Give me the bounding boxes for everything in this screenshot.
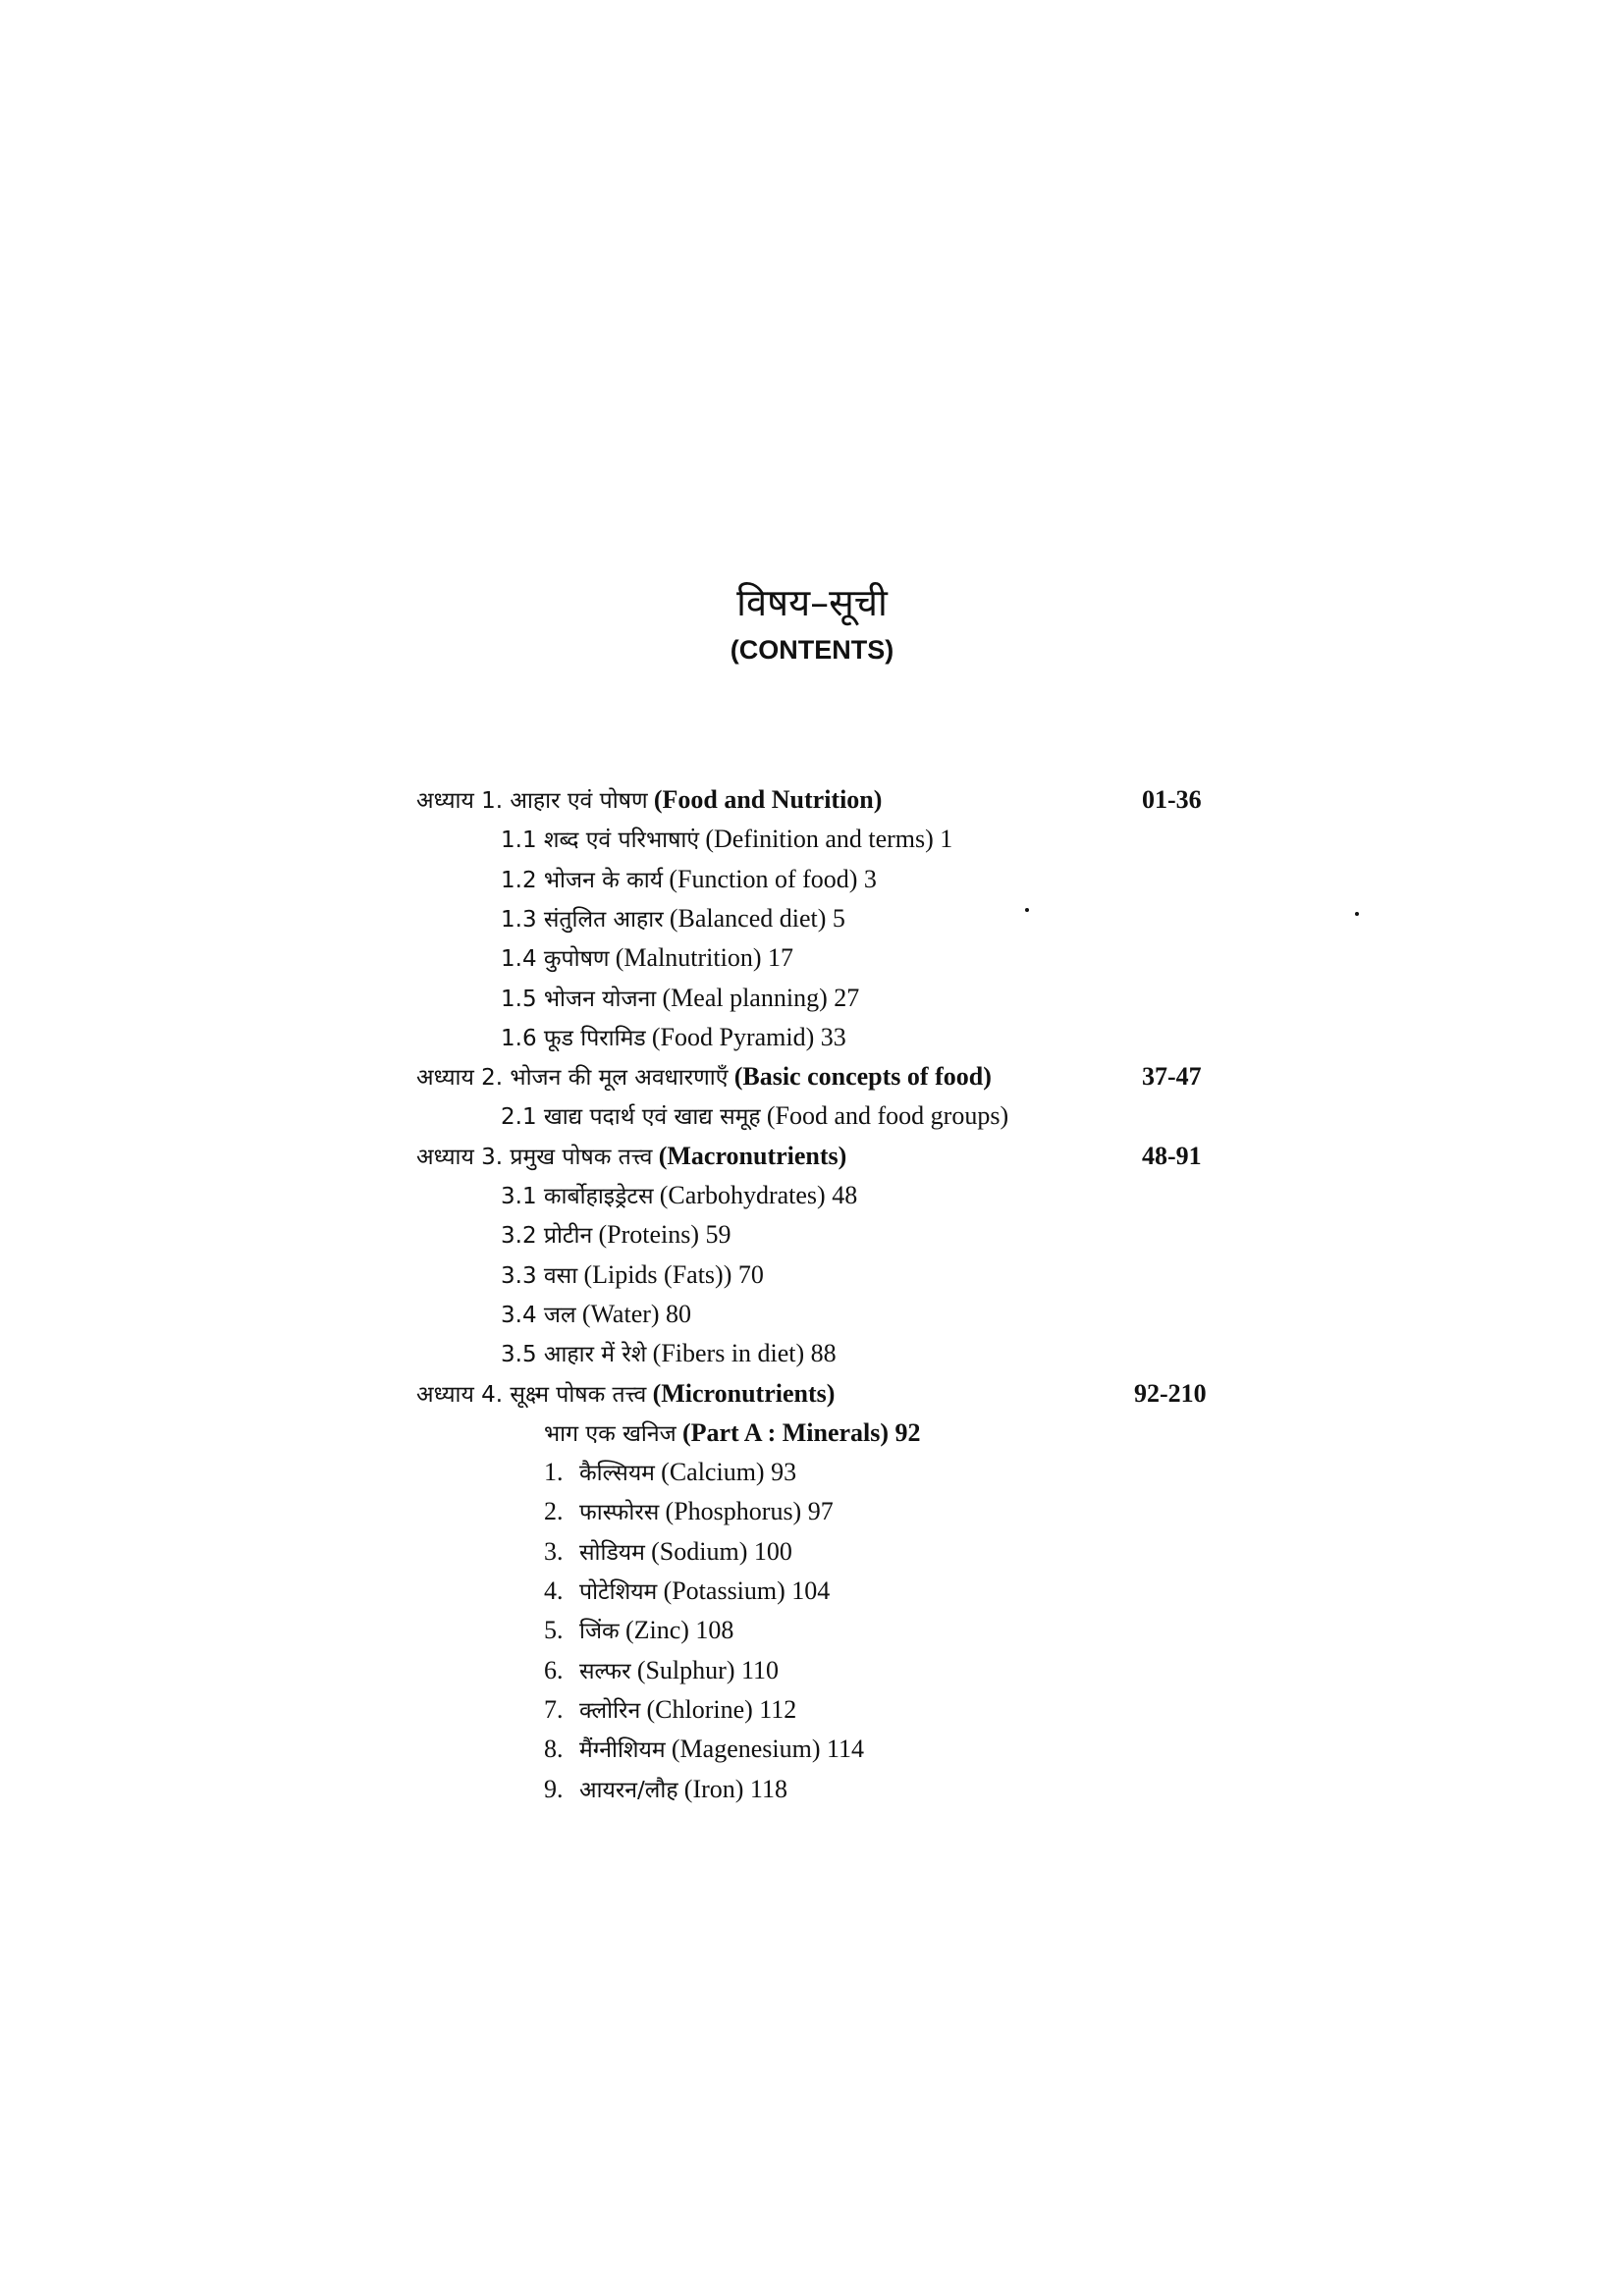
toc-hindi-title: क्लोरिन <box>579 1697 641 1724</box>
stray-dot <box>1355 912 1359 916</box>
toc-section <box>501 938 793 978</box>
toc-item-number: 8. <box>544 1735 564 1764</box>
toc-section <box>501 1018 846 1057</box>
toc-hindi-title: 3.1 कार्बोहाइड्रेटस <box>501 1184 654 1209</box>
toc-english-title: (Meal planning) 27 <box>662 983 860 1012</box>
toc-item-number: 1. <box>544 1458 564 1487</box>
toc-page-range: 48-91 <box>1142 1141 1202 1170</box>
toc-english-title: (Calcium) 93 <box>661 1458 797 1487</box>
toc-item-number: 3. <box>544 1536 564 1566</box>
toc-section <box>501 1255 764 1295</box>
toc-english-title: (Magenesium) 114 <box>671 1735 865 1764</box>
toc-hindi-title: सल्फर <box>579 1658 631 1684</box>
toc-hindi-title: मैंग्नीशियम <box>579 1737 666 1764</box>
toc-section <box>501 1176 857 1215</box>
toc-english-title: (Food Pyramid) 33 <box>651 1022 846 1051</box>
toc-page-range: 92-210 <box>1134 1378 1207 1408</box>
toc-chapter <box>416 780 882 820</box>
toc-english-title: (Potassium) 104 <box>663 1576 831 1605</box>
toc-hindi-title: अध्याय 4. सूक्ष्म पोषक तत्त्व <box>416 1381 647 1408</box>
toc-english-title: (Part A : Minerals) 92 <box>681 1417 921 1447</box>
toc-hindi-title: अध्याय 2. भोजन की मूल अवधारणाएँ <box>416 1065 729 1092</box>
toc-hindi-title: फास्फोरस <box>579 1500 660 1526</box>
toc-hindi-title: सोडियम <box>579 1539 645 1566</box>
toc-page-range: 37-47 <box>1142 1062 1202 1092</box>
toc-english-title: (Function of food) 3 <box>669 864 877 893</box>
toc-english-title: (Zinc) 108 <box>624 1616 734 1645</box>
toc-item <box>544 1532 792 1572</box>
toc-chapter <box>416 1137 846 1176</box>
toc-page-range: 01-36 <box>1142 785 1202 814</box>
toc-hindi-title: 1.1 शब्द एवं परिभाषाएं <box>501 828 700 854</box>
toc-hindi-title: पोटेशियम <box>579 1579 658 1605</box>
title-hindi: विषय–सूची <box>736 581 888 624</box>
toc-english-title: (Fibers in diet) 88 <box>652 1339 837 1368</box>
toc-item-number: 4. <box>544 1576 564 1605</box>
toc-hindi-title: 1.3 संतुलित आहार <box>501 906 664 933</box>
toc-english-title: (Malnutrition) 17 <box>615 943 794 973</box>
toc-hindi-title: 3.5 आहार में रेशे <box>501 1342 647 1368</box>
title-english: (CONTENTS) <box>730 635 894 665</box>
toc-chapter <box>416 1374 835 1414</box>
toc-item-number: 7. <box>544 1694 564 1724</box>
toc-hindi-title: आयरन/लौह <box>579 1777 678 1803</box>
toc-hindi-title: 3.2 प्रोटीन <box>501 1223 593 1250</box>
toc-section <box>501 1295 691 1334</box>
toc-section <box>501 1334 837 1373</box>
toc-chapter <box>416 1057 992 1096</box>
toc-hindi-title: 1.5 भोजन योजना <box>501 986 657 1012</box>
toc-hindi-title: भाग एक खनिज <box>544 1420 677 1447</box>
toc-hindi-title: जिंक <box>579 1619 620 1645</box>
toc-section <box>501 860 877 899</box>
toc-english-title: (Carbohydrates) 48 <box>659 1181 858 1209</box>
toc-english-title: (Phosphorus) 97 <box>665 1497 834 1526</box>
toc-hindi-title: 3.3 वसा <box>501 1262 578 1289</box>
toc-hindi-title: 2.1 खाद्य पदार्थ एवं खाद्य समूह <box>501 1104 761 1131</box>
toc-english-title: (Water) 80 <box>581 1299 692 1328</box>
toc-item <box>544 1770 787 1809</box>
toc-english-title: (Sodium) 100 <box>651 1536 792 1566</box>
toc-english-title: (Basic concepts of food) <box>733 1062 992 1092</box>
toc-item <box>544 1453 796 1492</box>
toc-hindi-title: 1.6 फूड पिरामिड <box>501 1025 646 1051</box>
stray-dot <box>1025 908 1029 912</box>
toc-item <box>544 1690 796 1730</box>
toc-english-title: (Macronutrients) <box>658 1141 847 1170</box>
toc-hindi-title: 3.4 जल <box>501 1302 576 1328</box>
toc-section <box>501 899 845 938</box>
toc-hindi-title: 1.4 कुपोषण <box>501 946 610 973</box>
toc-english-title: (Chlorine) 112 <box>646 1694 797 1724</box>
toc-part <box>544 1414 921 1453</box>
toc-english-title: (Food and Nutrition) <box>653 785 883 814</box>
toc-english-title: (Food and food groups) <box>766 1101 1009 1131</box>
toc-item-number: 9. <box>544 1774 564 1803</box>
toc-english-title: (Micronutrients) <box>652 1378 836 1408</box>
toc-item-number: 2. <box>544 1497 564 1526</box>
toc-section <box>501 1215 731 1255</box>
contents-heading <box>0 577 1624 669</box>
toc-english-title: (Iron) 118 <box>683 1774 787 1803</box>
toc-section <box>501 979 859 1018</box>
toc-item <box>544 1611 733 1650</box>
toc-hindi-title: 1.2 भोजन के कार्य <box>501 867 664 893</box>
toc-hindi-title: कैल्सियम <box>579 1461 655 1487</box>
toc-item <box>544 1492 834 1531</box>
toc-item <box>544 1572 830 1611</box>
toc-item-number: 5. <box>544 1616 564 1645</box>
toc-section <box>501 820 952 859</box>
toc-item <box>544 1730 864 1769</box>
toc-english-title: (Proteins) 59 <box>598 1220 731 1250</box>
toc-item <box>544 1651 779 1690</box>
toc-english-title: (Definition and terms) 1 <box>705 825 953 854</box>
toc-section <box>501 1096 1008 1136</box>
toc-hindi-title: अध्याय 3. प्रमुख पोषक तत्त्व <box>416 1144 653 1170</box>
toc-english-title: (Sulphur) 110 <box>636 1655 780 1684</box>
toc-english-title: (Lipids (Fats)) 70 <box>583 1259 764 1289</box>
toc-english-title: (Balanced diet) 5 <box>669 903 845 933</box>
toc-item-number: 6. <box>544 1655 564 1684</box>
toc-hindi-title: अध्याय 1. आहार एवं पोषण <box>416 788 648 814</box>
